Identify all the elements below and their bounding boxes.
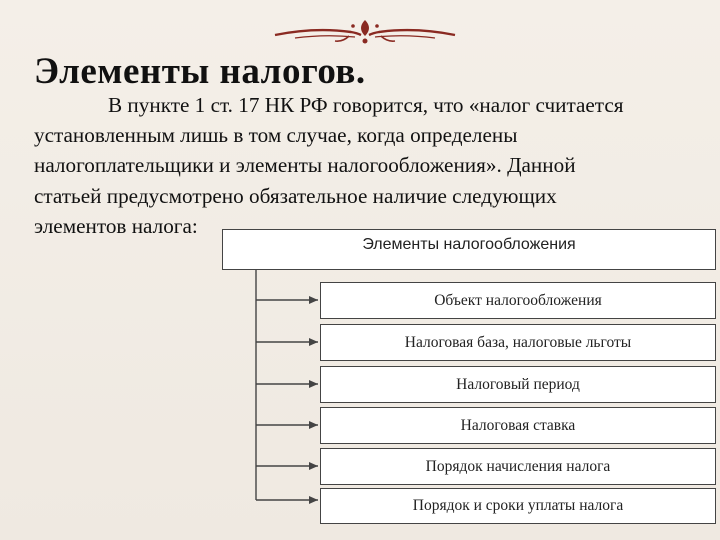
element-box-base: Налоговая база, налоговые льготы	[320, 324, 716, 361]
paragraph-line: В пункте 1 ст. 17 НК РФ говорится, что «налог считается	[108, 93, 624, 117]
paragraph-line: установленным лишь в том случае, когда определены	[34, 123, 518, 148]
paragraph-line: налогоплательщики и элементы налогообложения». Данной	[34, 153, 576, 178]
element-box-object: Объект налогообложения	[320, 282, 716, 319]
paragraph-line: элементов налога:	[34, 213, 198, 238]
paragraph-line: статьей предусмотрено обязательное наличие следующих	[34, 183, 557, 208]
element-box-period: Налоговый период	[320, 366, 716, 403]
main-elements-box: Элементы налогообложения	[222, 229, 716, 270]
element-box-calculation: Порядок начисления налога	[320, 448, 716, 485]
slide-title: Элементы налогов.	[34, 51, 366, 92]
element-box-rate: Налоговая ставка	[320, 407, 716, 444]
element-box-payment: Порядок и сроки уплаты налога	[320, 488, 716, 524]
